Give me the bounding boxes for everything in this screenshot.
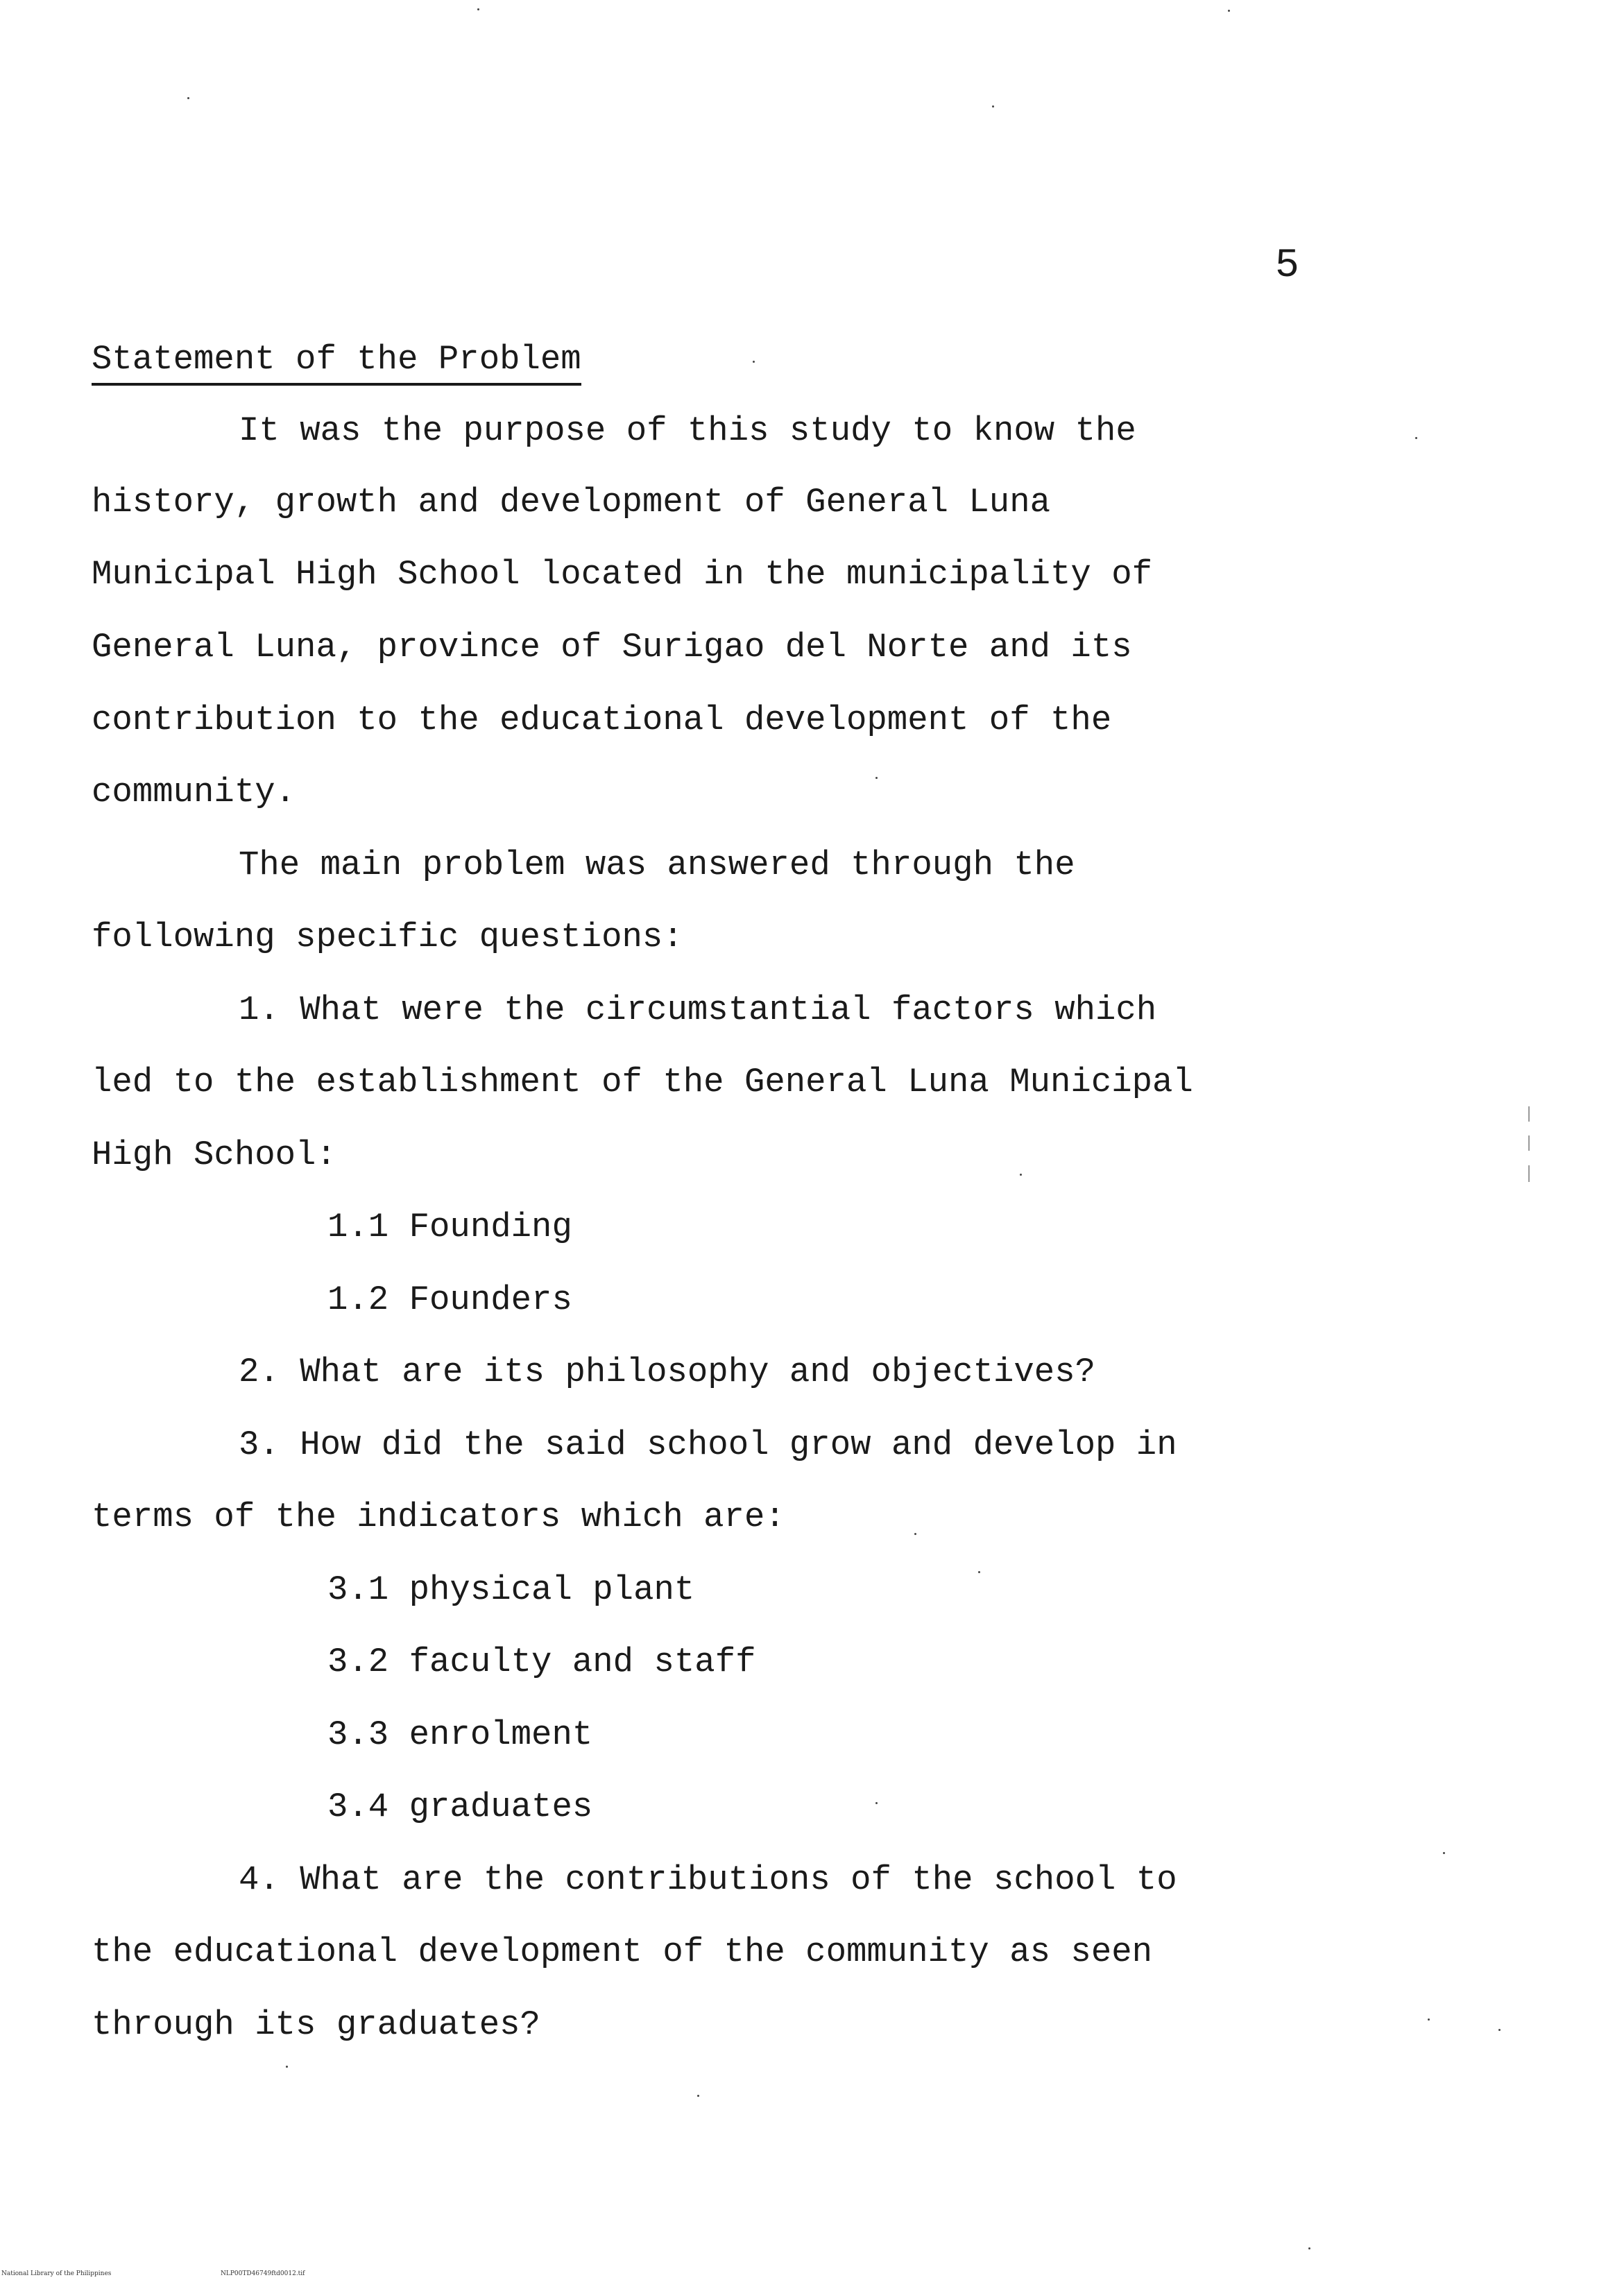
question-item: 1. What were the circumstantial factors which	[239, 991, 1157, 1029]
subquestion-item: 3.1 physical plant	[327, 1570, 695, 1609]
paragraph-line: through its graduates?	[92, 2005, 540, 2044]
page-number: 5	[1275, 243, 1299, 289]
scan-speck	[1415, 437, 1417, 439]
scan-speck	[1020, 1174, 1022, 1176]
scan-speck	[992, 105, 994, 108]
section-heading: Statement of the Problem	[92, 338, 581, 386]
paragraph-line: the educational development of the community as seen	[92, 1932, 1153, 1971]
scan-speck	[753, 361, 755, 363]
subquestion-item: 3.2 faculty and staff	[327, 1643, 756, 1681]
scan-speck	[1308, 2247, 1310, 2249]
footer-file-name: NLP00TD46749ftd0012.tif	[221, 2270, 305, 2277]
subquestion-item: 3.4 graduates	[327, 1788, 593, 1826]
footer-library-name: National Library of the Philippines	[1, 2270, 112, 2277]
paragraph-line: history, growth and development of General Luna	[92, 483, 1051, 522]
paragraph-line: It was the purpose of this study to know the	[239, 411, 1136, 450]
subquestion-item: 1.1 Founding	[327, 1208, 572, 1246]
scan-speck	[978, 1571, 980, 1573]
paragraph-line: General Luna, province of Surigao del Norte and its	[92, 628, 1132, 667]
scan-speck	[1228, 10, 1230, 12]
scan-speck	[187, 97, 189, 99]
scan-speck	[477, 8, 479, 10]
paragraph-line: The main problem was answered through the	[239, 846, 1075, 884]
subquestion-item: 1.2 Founders	[327, 1280, 572, 1319]
scan-speck	[875, 1802, 878, 1804]
scan-edge-mark	[1528, 1106, 1530, 1122]
paragraph-line: Municipal High School located in the municipality of	[92, 555, 1153, 594]
paragraph-line: terms of the indicators which are:	[92, 1498, 785, 1536]
scan-speck	[1428, 2018, 1430, 2021]
scan-speck	[1443, 1852, 1445, 1854]
scan-speck	[1498, 2029, 1501, 2031]
question-item: 4. What are the contributions of the school to	[239, 1860, 1177, 1899]
scan-edge-mark	[1528, 1165, 1530, 1182]
question-item: 3. How did the said school grow and develop in	[239, 1425, 1177, 1464]
scan-speck	[914, 1533, 916, 1535]
paragraph-line: community.	[92, 773, 296, 812]
subquestion-item: 3.3 enrolment	[327, 1715, 593, 1754]
scan-speck	[286, 2066, 288, 2068]
paragraph-line: High School:	[92, 1135, 336, 1174]
scan-speck	[697, 2095, 699, 2097]
paragraph-line: led to the establishment of the General Luna Municipal	[92, 1063, 1193, 1101]
paragraph-line: following specific questions:	[92, 918, 683, 957]
question-item: 2. What are its philosophy and objectives?	[239, 1353, 1096, 1391]
paragraph-line: contribution to the educational development of the	[92, 701, 1112, 739]
scan-edge-mark	[1528, 1135, 1530, 1151]
scan-speck	[875, 777, 878, 779]
